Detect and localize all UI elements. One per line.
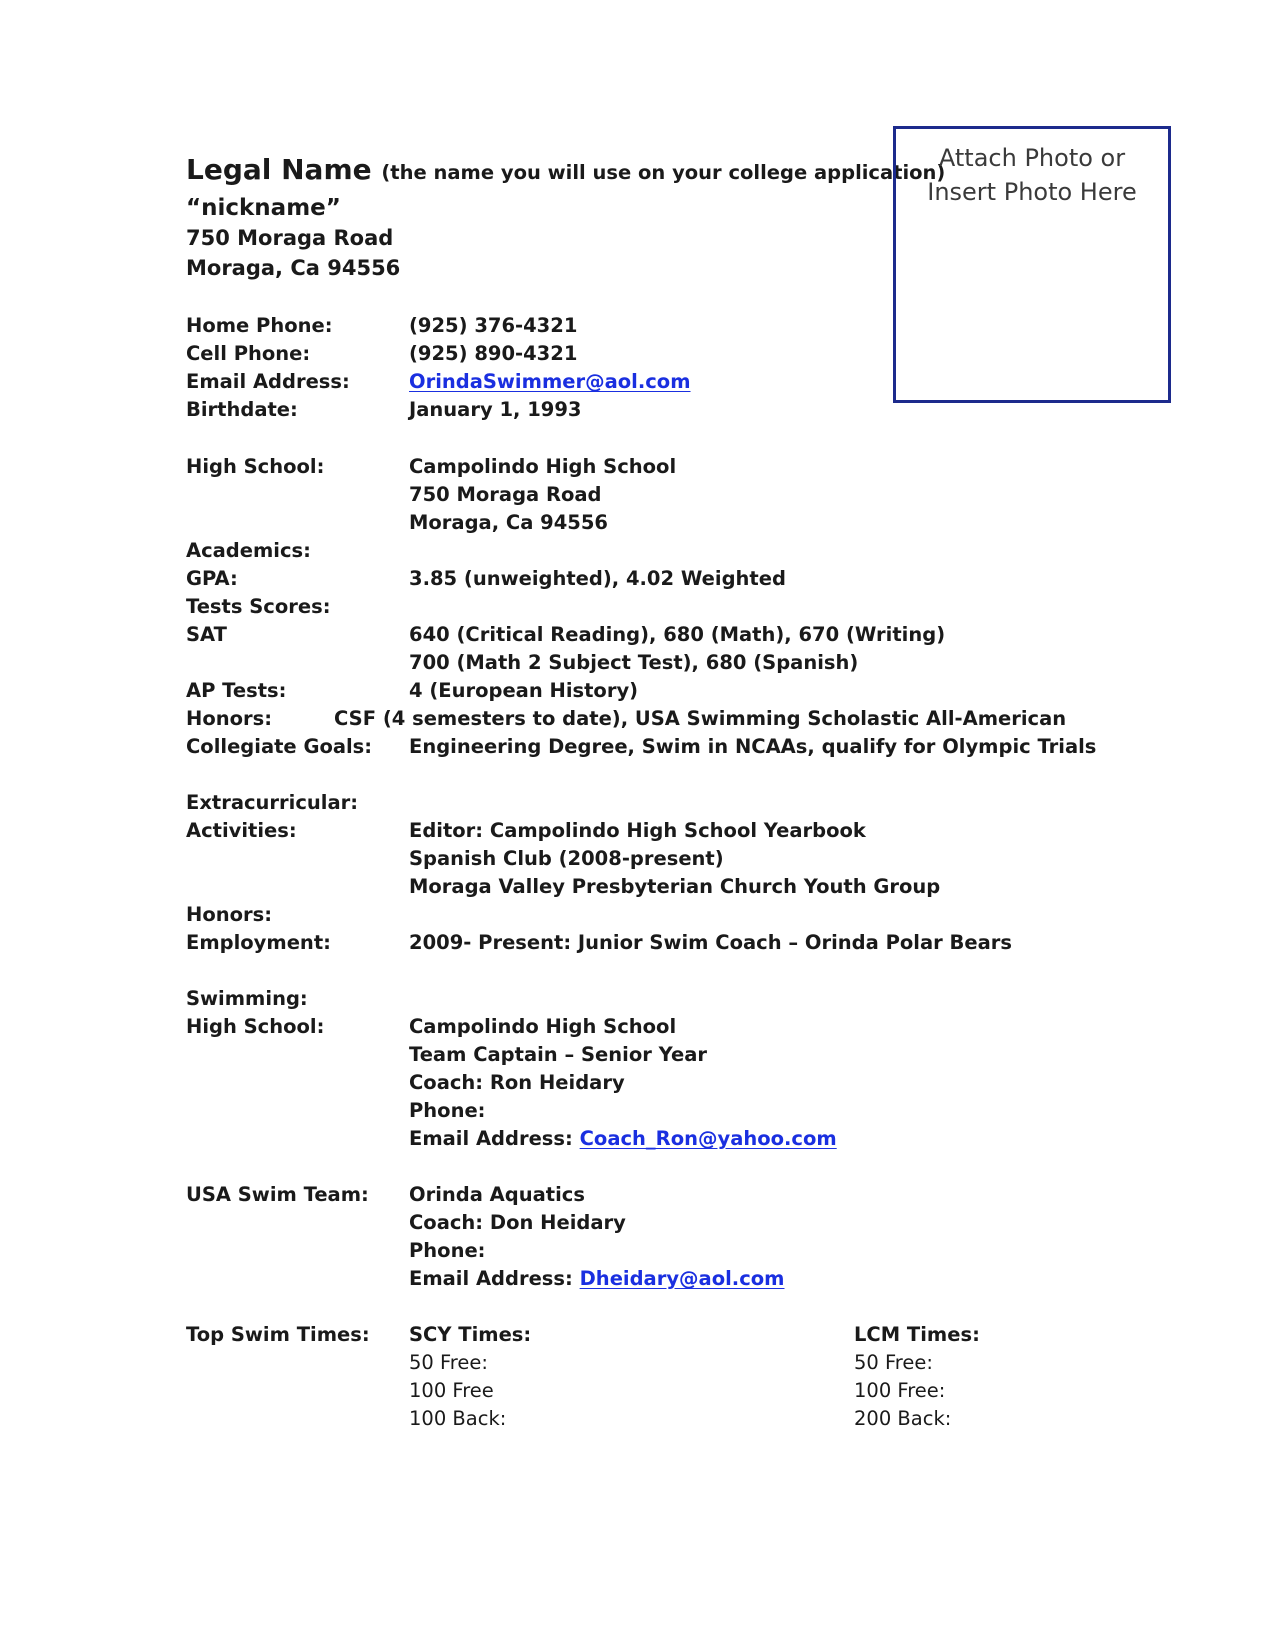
swim-high-school-team: Campolindo High School	[409, 1015, 677, 1038]
activities-label: Activities:	[186, 819, 297, 842]
extracurricular-heading: Extracurricular:	[186, 791, 359, 814]
employment-label: Employment:	[186, 931, 331, 954]
nickname: “nickname”	[186, 195, 341, 221]
scy-event: 100 Back:	[409, 1407, 507, 1430]
swim-high-school-email-label: Email Address:	[409, 1127, 573, 1150]
legal-name-note: (the name you will use on your college application)	[381, 161, 946, 184]
academics-heading: Academics:	[186, 539, 311, 562]
scy-event: 100 Free	[409, 1379, 494, 1402]
collegiate-goals-label: Collegiate Goals:	[186, 735, 373, 758]
photo-placeholder[interactable]	[893, 126, 1171, 403]
birthdate-value: January 1, 1993	[409, 398, 582, 421]
swim-high-school-coach: Coach: Ron Heidary	[409, 1071, 625, 1094]
email-link[interactable]: OrindaSwimmer@aol.com	[409, 370, 691, 393]
birthdate-label: Birthdate:	[186, 398, 298, 421]
scy-times-heading: SCY Times:	[409, 1323, 532, 1346]
academic-honors-value: CSF (4 semesters to date), USA Swimming Scholastic All-American	[334, 707, 1067, 730]
coach-email-link[interactable]: Coach_Ron@yahoo.com	[579, 1127, 837, 1150]
address-line-1: 750 Moraga Road	[186, 226, 394, 250]
gpa-label: GPA:	[186, 567, 238, 590]
swim-high-school-phone-label: Phone:	[409, 1099, 486, 1122]
swimming-heading: Swimming:	[186, 987, 308, 1010]
ap-tests-label: AP Tests:	[186, 679, 287, 702]
home-phone-value: (925) 376-4321	[409, 314, 578, 337]
high-school-name: Campolindo High School	[409, 455, 677, 478]
lcm-event: 50 Free:	[854, 1351, 933, 1374]
swim-high-school-email-row	[409, 1127, 837, 1151]
gpa-value: 3.85 (unweighted), 4.02 Weighted	[409, 567, 786, 590]
lcm-event: 200 Back:	[854, 1407, 952, 1430]
email-label: Email Address:	[186, 370, 350, 393]
cell-phone-label: Cell Phone:	[186, 342, 311, 365]
usa-swim-team-coach: Coach: Don Heidary	[409, 1211, 626, 1234]
ap-tests-value: 4 (European History)	[409, 679, 639, 702]
scy-event: 50 Free:	[409, 1351, 488, 1374]
address-line-2: Moraga, Ca 94556	[186, 256, 401, 280]
academic-honors-label: Honors:	[186, 707, 273, 730]
sat-scores-line-1: 640 (Critical Reading), 680 (Math), 670 (Writing)	[409, 623, 946, 646]
usa-swim-team-name: Orinda Aquatics	[409, 1183, 585, 1206]
top-swim-times-label: Top Swim Times:	[186, 1323, 370, 1346]
collegiate-goals-value: Engineering Degree, Swim in NCAAs, qualify for Olympic Trials	[409, 735, 1097, 758]
photo-placeholder-text: Attach Photo or Insert Photo Here	[927, 144, 1137, 206]
swim-high-school-captain: Team Captain – Senior Year	[409, 1043, 707, 1066]
usa-swim-team-phone-label: Phone:	[409, 1239, 486, 1262]
extracurricular-honors-label: Honors:	[186, 903, 273, 926]
high-school-address-1: 750 Moraga Road	[409, 483, 602, 506]
home-phone-label: Home Phone:	[186, 314, 333, 337]
high-school-address-2: Moraga, Ca 94556	[409, 511, 608, 534]
usa-swim-team-email-label: Email Address:	[409, 1267, 573, 1290]
sat-scores-line-2: 700 (Math 2 Subject Test), 680 (Spanish)	[409, 651, 859, 674]
usa-swim-team-label: USA Swim Team:	[186, 1183, 369, 1206]
swim-high-school-label: High School:	[186, 1015, 325, 1038]
resume-header-name	[186, 154, 945, 189]
legal-name: Legal Name	[186, 153, 372, 186]
usa-coach-email-link[interactable]: Dheidary@aol.com	[579, 1267, 785, 1290]
employment-value: 2009- Present: Junior Swim Coach – Orinda Polar Bears	[409, 931, 1012, 954]
activity-item: Editor: Campolindo High School Yearbook	[409, 819, 866, 842]
activity-item: Spanish Club (2008-present)	[409, 847, 724, 870]
lcm-event: 100 Free:	[854, 1379, 946, 1402]
lcm-times-heading: LCM Times:	[854, 1323, 980, 1346]
usa-swim-team-email-row	[409, 1267, 784, 1291]
test-scores-label: Tests Scores:	[186, 595, 331, 618]
activity-item: Moraga Valley Presbyterian Church Youth Group	[409, 875, 941, 898]
cell-phone-value: (925) 890-4321	[409, 342, 578, 365]
sat-label: SAT	[186, 623, 227, 646]
high-school-label: High School:	[186, 455, 325, 478]
